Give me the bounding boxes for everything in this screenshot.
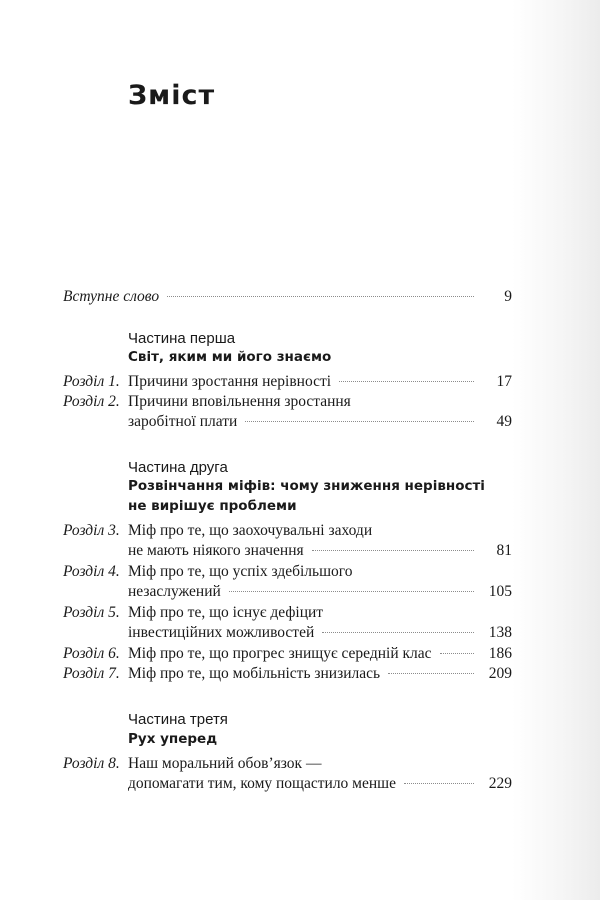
- toc-chapter-row-cont[interactable]: [0, 622, 512, 644]
- dot-leader: [322, 632, 474, 633]
- chapter-title: Причини зростання нерівності: [128, 373, 332, 390]
- toc-page-number: 229: [488, 775, 512, 792]
- toc-chapter-row[interactable]: [0, 371, 512, 393]
- chapter-title: заробітної плати: [128, 413, 238, 430]
- toc-chapter-row-cont[interactable]: [0, 540, 512, 562]
- part-title: не вирішує проблеми: [128, 498, 297, 514]
- chapter-title: інвестиційних можливостей: [128, 624, 315, 641]
- chapter-label: Розділ 4.: [63, 563, 120, 580]
- toc-page-number: 186: [488, 645, 512, 662]
- toc-chapter-row[interactable]: [0, 561, 512, 583]
- toc-page-number: 138: [488, 624, 512, 641]
- part-title: Світ, яким ми його знаємо: [128, 349, 332, 365]
- toc-page-number: 209: [488, 665, 512, 682]
- toc-chapter-row[interactable]: [0, 602, 512, 624]
- toc-page-number: 49: [496, 413, 512, 430]
- chapter-title: не мають ніякого значення: [128, 542, 304, 559]
- toc-chapter-row[interactable]: [0, 753, 512, 775]
- part-title: Рух уперед: [128, 731, 218, 747]
- chapter-label: Розділ 3.: [63, 522, 120, 539]
- chapter-title: незаслужений: [128, 583, 221, 600]
- dot-leader: [312, 550, 474, 551]
- dot-leader: [440, 653, 474, 654]
- dot-leader: [245, 421, 474, 422]
- page-edge-shadow: [512, 0, 600, 900]
- chapter-label: Розділ 8.: [63, 755, 120, 772]
- toc-chapter-row-cont[interactable]: [0, 411, 512, 433]
- dot-leader: [404, 783, 474, 784]
- part-caption: Частина друга: [128, 459, 228, 476]
- chapter-label: Розділ 2.: [63, 393, 120, 410]
- toc-chapter-row[interactable]: [0, 663, 512, 685]
- toc-intro-label: Вступне слово: [63, 288, 160, 305]
- toc-page-number: 105: [488, 583, 512, 600]
- dot-leader: [339, 381, 474, 382]
- dot-leader: [167, 296, 474, 297]
- toc-page-number: 17: [496, 373, 512, 390]
- toc-chapter-row[interactable]: [0, 391, 512, 413]
- chapter-title: Міф про те, що мобільність знизилась: [128, 665, 381, 682]
- dot-leader: [229, 591, 474, 592]
- chapter-title: Міф про те, що заохочувальні заходи: [128, 522, 373, 539]
- toc-chapter-row[interactable]: [0, 643, 512, 665]
- dot-leader: [388, 673, 474, 674]
- part-caption: Частина перша: [128, 330, 236, 347]
- chapter-title: Міф про те, що успіх здебільшого: [128, 563, 353, 580]
- chapter-title: Наш моральний обов’язок —: [128, 755, 322, 772]
- toc-chapter-row-cont[interactable]: [0, 581, 512, 603]
- chapter-title: Причини вповільнення зростання: [128, 393, 351, 410]
- part-caption: Частина третя: [128, 711, 228, 728]
- chapter-title: допомагати тим, кому пощастило менше: [128, 775, 396, 792]
- toc-page-number: 81: [496, 542, 512, 559]
- chapter-title: Міф про те, що існує дефіцит: [128, 604, 324, 621]
- page-title: Зміст: [128, 80, 216, 111]
- toc-page-number: 9: [504, 288, 512, 305]
- chapter-label: Розділ 7.: [63, 665, 120, 682]
- part-title: Розвінчання міфів: чому зниження нерівності: [128, 478, 485, 494]
- toc-chapter-row-cont[interactable]: [0, 773, 512, 795]
- chapter-title: Міф про те, що прогрес знищує середній клас: [128, 645, 432, 662]
- toc-intro-row[interactable]: [63, 286, 512, 308]
- chapter-label: Розділ 1.: [63, 373, 120, 390]
- chapter-label: Розділ 5.: [63, 604, 120, 621]
- chapter-label: Розділ 6.: [63, 645, 120, 662]
- toc-chapter-row[interactable]: [0, 520, 512, 542]
